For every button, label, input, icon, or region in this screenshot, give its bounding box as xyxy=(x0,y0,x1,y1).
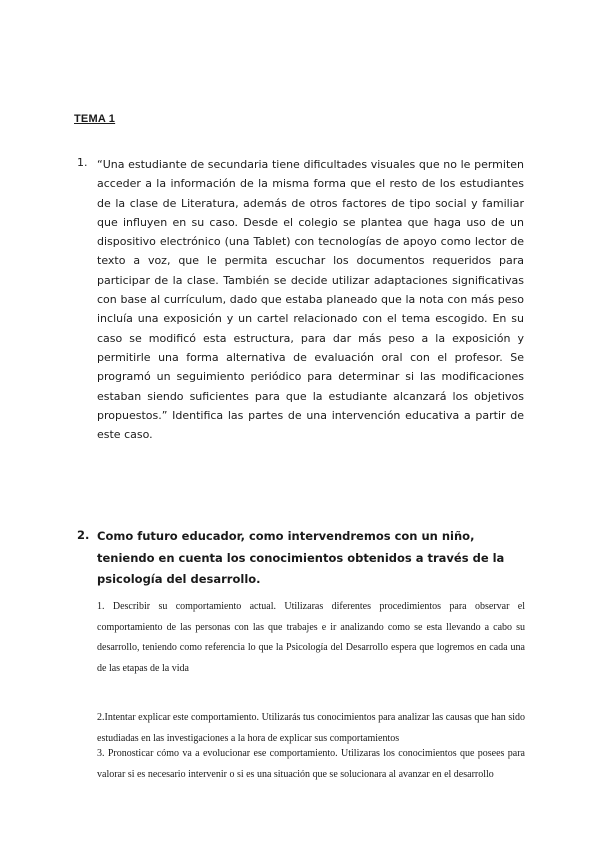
question-1-number: 1. xyxy=(77,156,88,169)
question-2-number: 2. xyxy=(77,528,90,542)
answer-item-1: 1. Describir su comportamiento actual. Utilizaras diferentes procedimientos para observar el comportamiento de las personas con las que trabajes e ir analizando como se esta llevando a cabo su desarrollo, teniendo como referencia lo que la Psicología del Desarrollo espera que logremos en cada una de las etapas de la vida xyxy=(97,601,525,674)
question-2-text: Como futuro educador, como intervendremos con un niño, teniendo en cuenta los conocimientos obtenidos a través de la psicología del desarrollo. xyxy=(97,529,505,586)
question-1-text: “Una estudiante de secundaria tiene dificultades visuales que no le permiten acceder a la información de la misma forma que el resto de los estudiantes de la clase de Literatura, además de otros factores de tipo social y familiar que influyen en su caso. Desde el colegio se plantea que haga uso de un dispositivo electrónico (una Tablet) con tecnologías de apoyo como lector de texto a voz, que le permita escuchar los documentos requeridos para participar de la clase. También se decide utilizar adaptaciones significativas con base al currículum, dado que estaba planeado que la nota con más peso incluía una exposición y un cartel relacionado con el tema escogido. En su caso se modificó esta estructura, para dar más peso a la exposición y permitirle una forma alternativa de evaluación oral con el profesor. Se programó un seguimiento periódico para determinar si las modificaciones estaban siendo suficientes para que la estudiante alcanzará los objetivos propuestos.” Identifica las partes de una intervención educativa a partir de este caso. xyxy=(97,158,524,442)
answer-item-3: 3. Pronosticar cómo va a evolucionar ese comportamiento. Utilizaras los conocimientos que posees para valorar si es necesario intervenir o si es una situación que se solucionara al avanzar en el desarrollo xyxy=(97,748,525,780)
section-heading: TEMA 1 xyxy=(74,113,116,125)
answer-item-2: 2.Intentar explicar este comportamiento. Utilizarás tus conocimientos para analizar las causas que han sido estudiadas en las investigaciones a la hora de explicar sus comportamientos xyxy=(97,712,525,744)
